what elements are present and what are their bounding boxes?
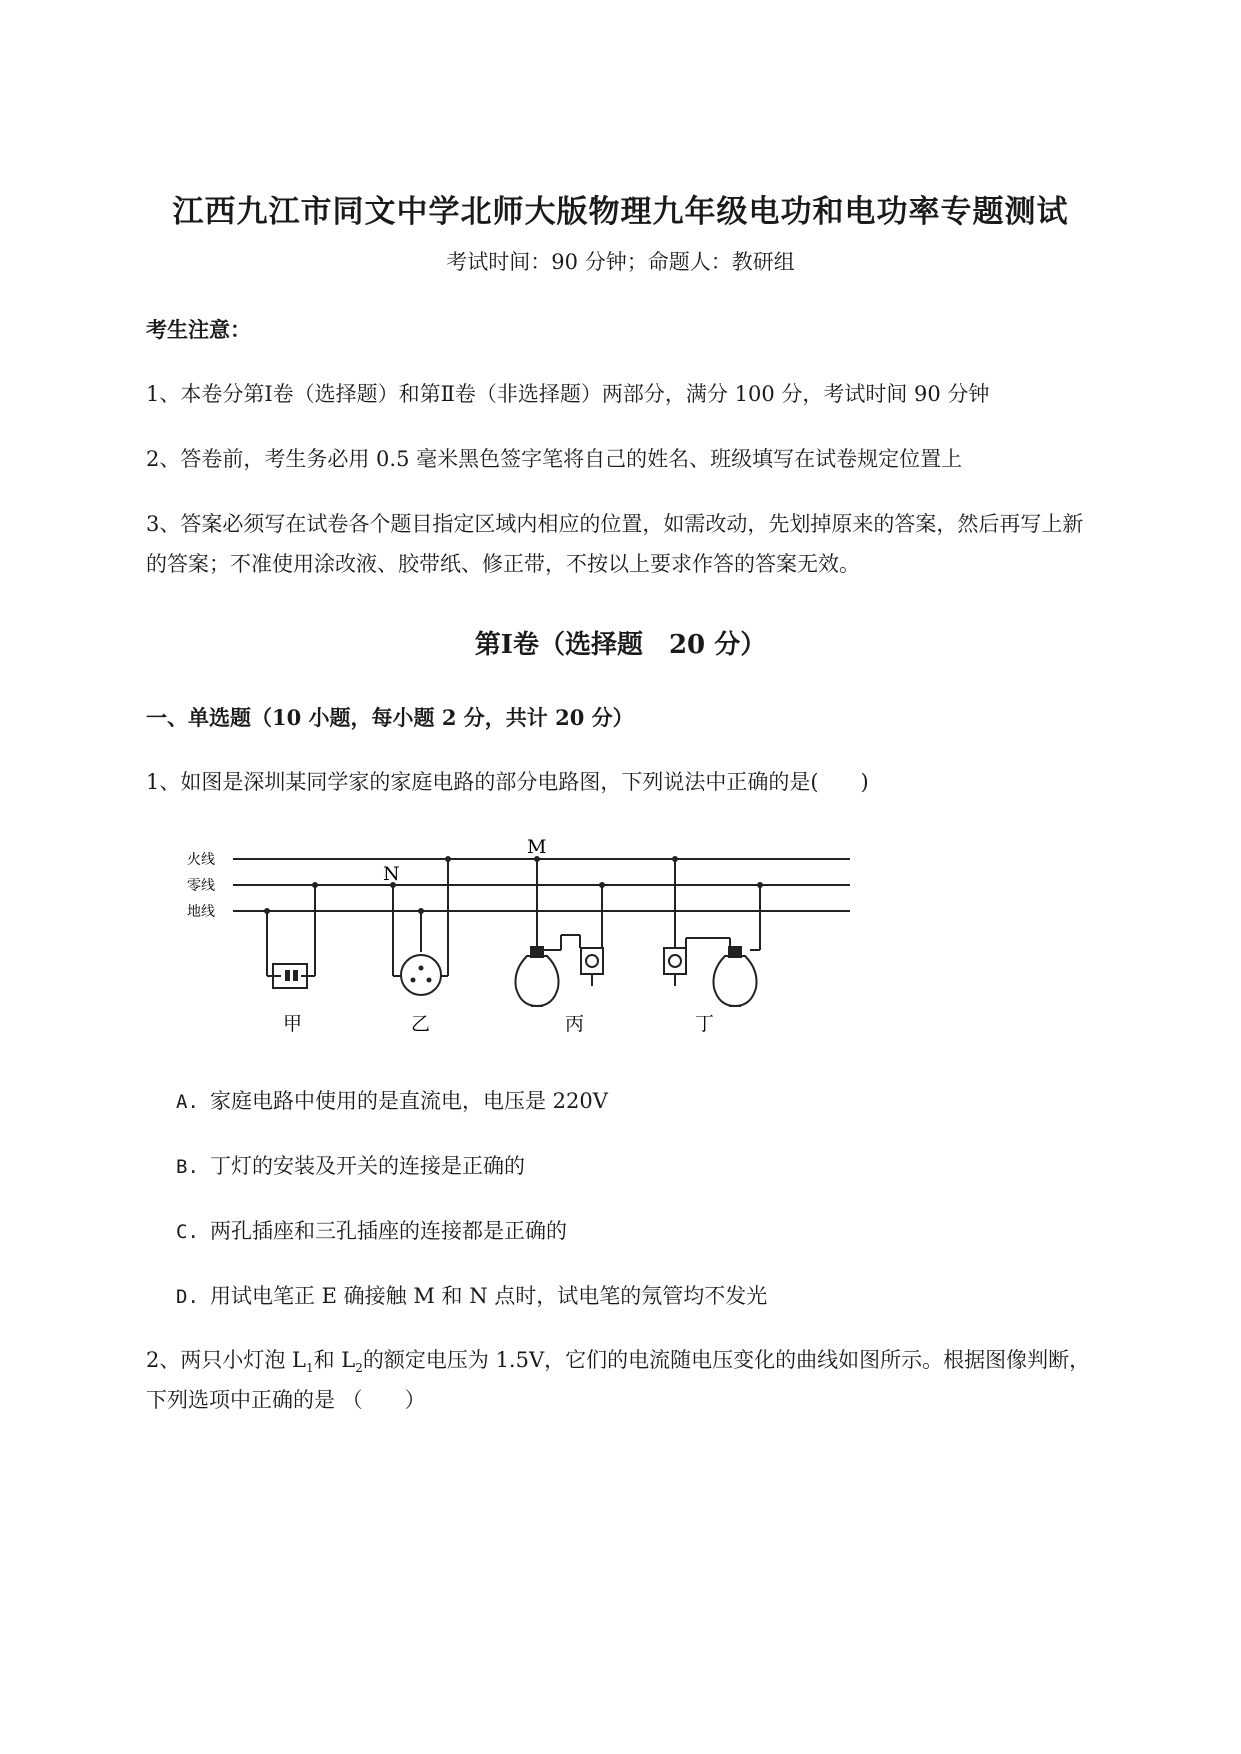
option-letter: B. — [176, 1156, 199, 1178]
option-letter: A. — [176, 1091, 199, 1113]
notice-heading: 考生注意： — [146, 317, 251, 342]
option-c — [176, 1215, 567, 1245]
device-label-ding: 丁 — [695, 1013, 715, 1035]
question-2-stem: 2、两只小灯泡 $L_1$和 $L_2$的额定电压为 1.5V，它们的电流随电压变化的曲线如图所示。根据图像判断， — [146, 1348, 1091, 1376]
notice-item: 3、答案必须写在试卷各个题目指定区域内相应的位置，如需改动，先划掉原来的答案，然后再写上新 — [146, 512, 1084, 536]
option-b — [176, 1150, 525, 1180]
question-2-stem-continued: 下列选项中正确的是 （ ） — [146, 1388, 426, 1412]
device-label-yi: 乙 — [411, 1013, 431, 1035]
question-1-stem: 1、如图是深圳某同学家的家庭电路的部分电路图，下列说法中正确的是( ) — [146, 770, 869, 794]
ground-wire-label: 地线 — [187, 904, 215, 920]
option-letter: C. — [176, 1221, 199, 1243]
option-d — [176, 1280, 767, 1310]
part-heading: 一、单选题（10 小题，每小题 2 分，共计 20 分） — [146, 705, 634, 730]
option-text: 用试电笔正 E 确接触 M 和 N 点时，试电笔的氖管均不发光 — [210, 1284, 768, 1308]
section-title: 第Ⅰ卷（选择题 20 分） — [474, 630, 767, 660]
notice-item: 2、答卷前，考生务必用 0.5 毫米黑色签字笔将自己的姓名、班级填写在试卷规定位置上 — [146, 447, 963, 471]
device-label-bing: 丙 — [565, 1013, 585, 1035]
live-wire-label: 火线 — [187, 852, 215, 868]
option-text: 家庭电路中使用的是直流电，电压是 220V — [210, 1089, 608, 1113]
option-letter: D. — [176, 1286, 199, 1308]
device-label-jia: 甲 — [283, 1013, 303, 1035]
point-n-label: N — [383, 863, 400, 885]
page-title: 江西九江市同文中学北师大版物理九年级电功和电功率专题测试 — [172, 194, 1069, 230]
point-m-label: M — [527, 836, 547, 858]
circuit-diagram — [175, 830, 875, 1050]
neutral-wire-label: 零线 — [187, 878, 215, 894]
option-a — [176, 1085, 608, 1115]
option-text: 丁灯的安装及开关的连接是正确的 — [210, 1154, 525, 1178]
notice-item: 1、本卷分第Ⅰ卷（选择题）和第Ⅱ卷（非选择题）两部分，满分 100 分，考试时间 90 分钟 — [146, 382, 990, 406]
notice-item-continued: 的答案；不准使用涂改液、胶带纸、修正带，不按以上要求作答的答案无效。 — [146, 552, 860, 576]
exam-info: 考试时间：90 分钟；命题人：教研组 — [446, 250, 795, 274]
option-text: 两孔插座和三孔插座的连接都是正确的 — [210, 1219, 567, 1243]
